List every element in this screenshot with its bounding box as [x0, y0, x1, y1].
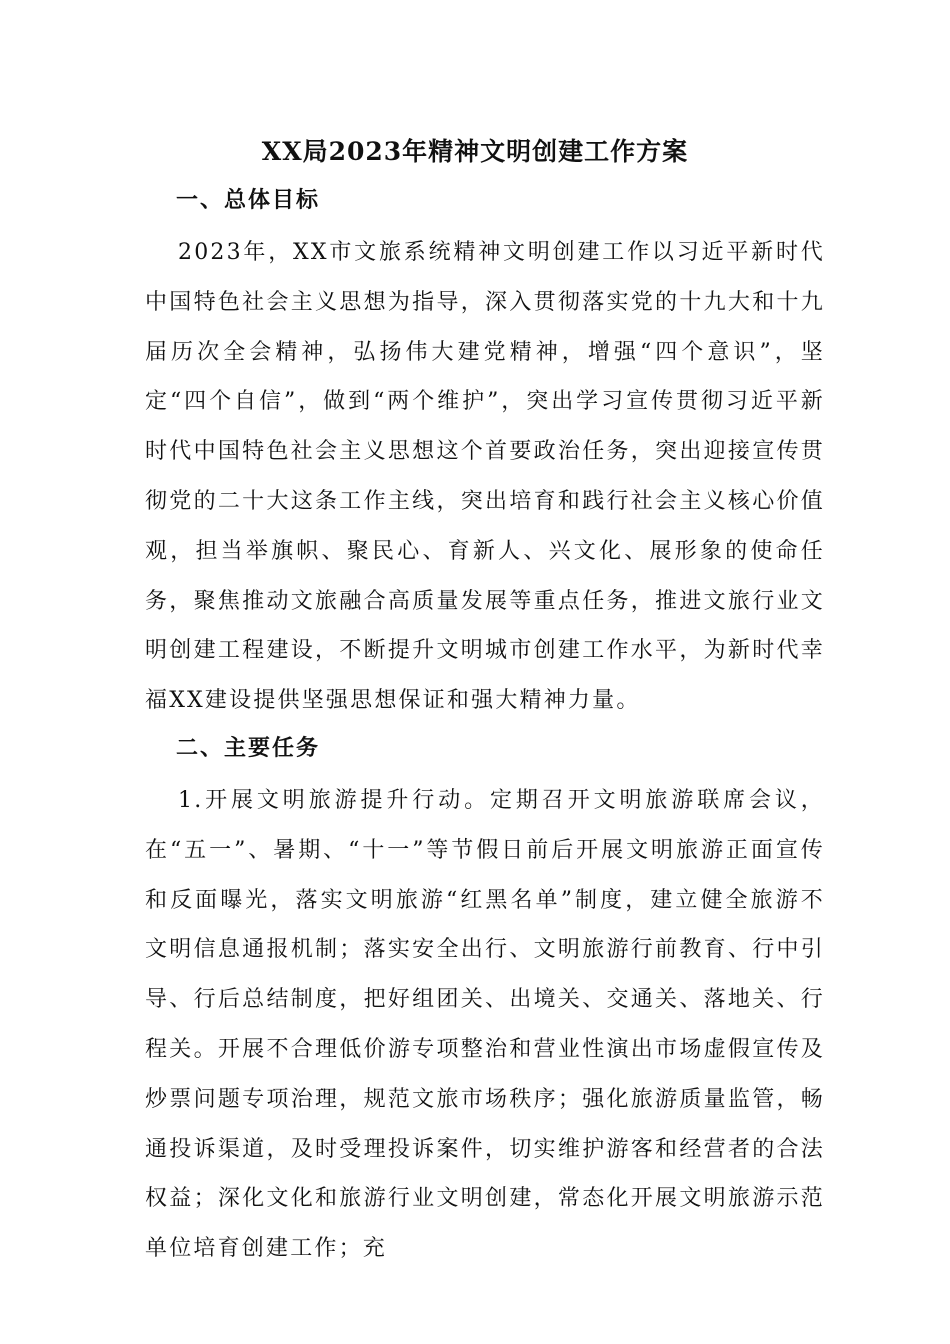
section-heading-main-tasks: 二、主要任务 [176, 735, 321, 761]
section-paragraph-overall-goal: 2023年，XX市文旅系统精神文明创建工作以习近平新时代中国特色社会主义思想为指导，深入贯彻落实党的十九大和十九届历次全会精神，弘扬伟大建党精神，增强“四个意识”，坚定“四个自信”，做到“两个维护”，突出学习宣传贯彻习近平新时代中国特色社会主义思想这个首要政治任务，突出迎接宣传贯彻党的二十大这条工作主线，突出培育和践行社会主义核心价值观，担当举旗帜、聚民心、育新人、兴文化、展形象的使命任务，聚焦推动文旅融合高质量发展等重点任务，推进文旅行业文明创建工程建设，不断提升文明城市创建工作水平，为新时代幸福XX建设提供坚强思想保证和强大精神力量。 [145, 240, 825, 714]
section-paragraph-main-tasks: 1.开展文明旅游提升行动。定期召开文明旅游联席会议，在“五一”、暑期、“十一”等节假日前后开展文明旅游正面宣传和反面曝光，落实文明旅游“红黑名单”制度，建立健全旅游不文明信息通报机制；落实安全出行、文明旅游行前教育、行中引导、行后总结制度，把好组团关、出境关、交通关、落地关、行程关。开展不合理低价游专项整治和营业性演出市场虚假宣传及炒票问题专项治理，规范文旅市场秩序；强化旅游质量监管，畅通投诉渠道，及时受理投诉案件，切实维护游客和经营者的合法权益；深化文化和旅游行业文明创建，常态化开展文明旅游示范单位培育创建工作；充 [145, 788, 825, 1262]
section-heading-overall-goal: 一、总体目标 [176, 187, 321, 213]
document-title: XX局2023年精神文明创建工作方案 [261, 137, 689, 166]
